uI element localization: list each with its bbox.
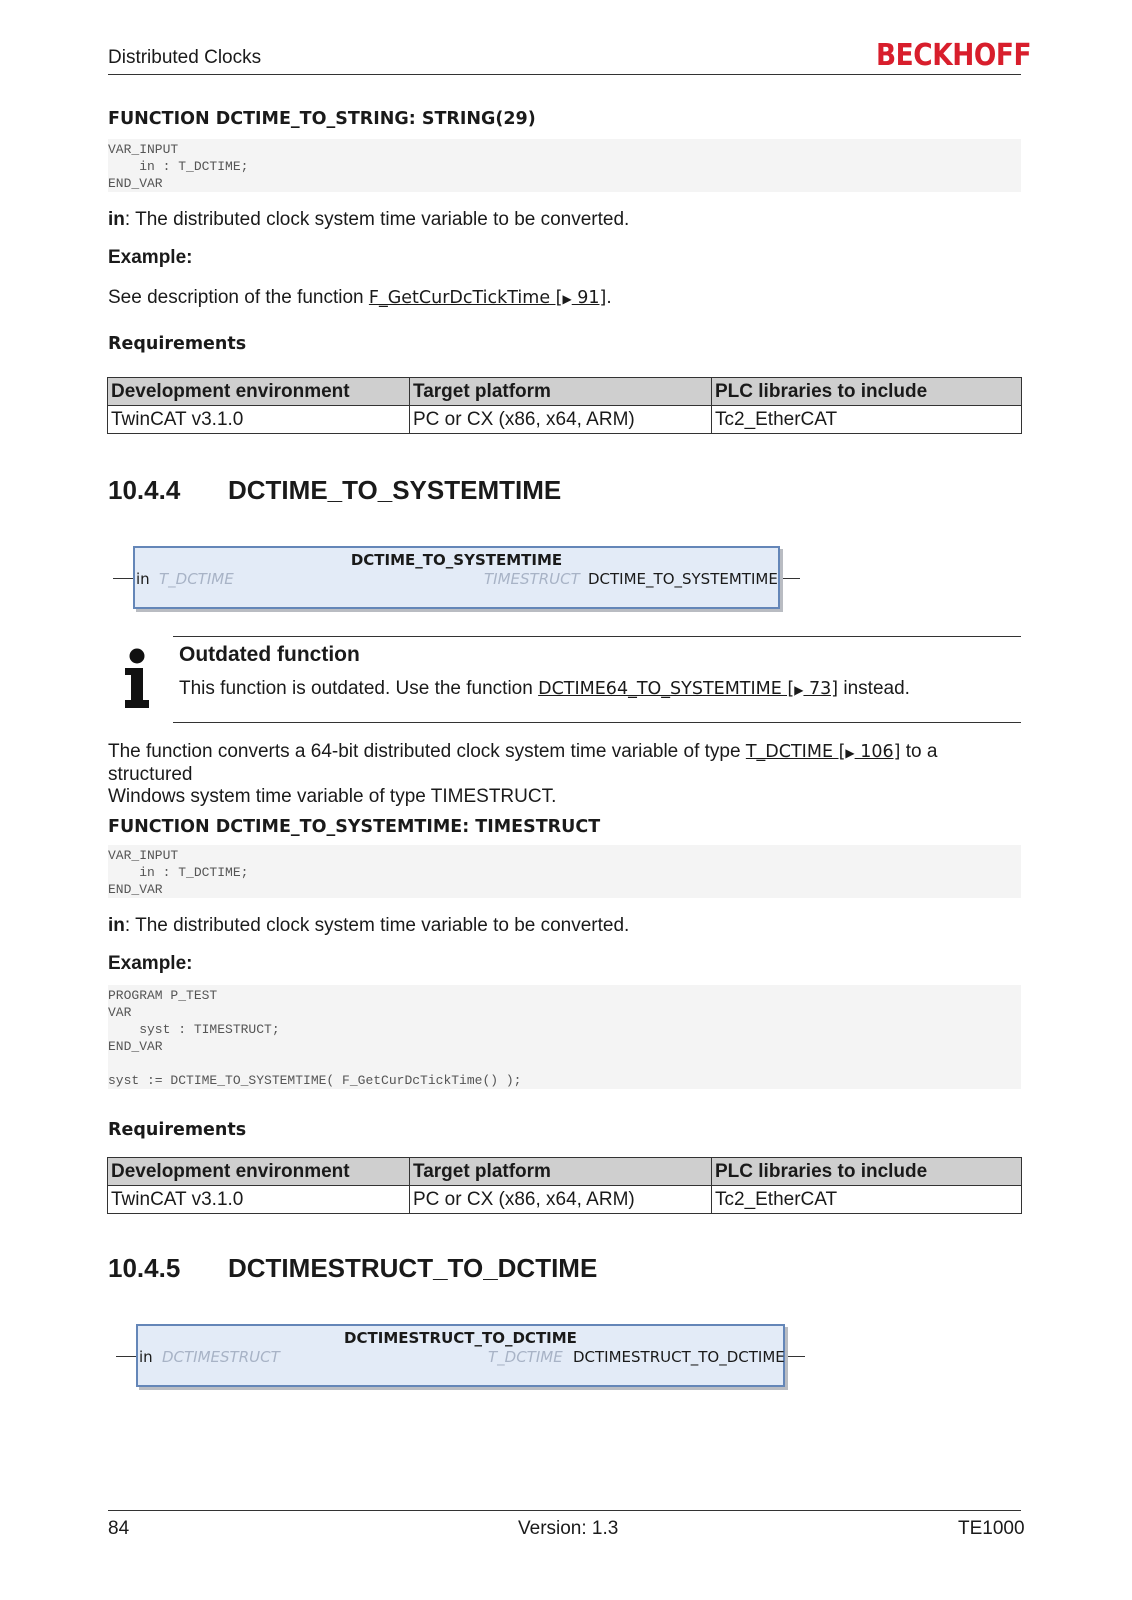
see-description [108,287,1023,310]
desc-prefix: The function converts a 64-bit distributed clock system time variable of type [108,741,746,762]
table-header-cell: Target platform [410,1158,712,1186]
table-cell: Tc2_EtherCAT [712,1186,1022,1214]
t-dctime-link-page: 106] [854,742,901,762]
table-header-cell: Target platform [410,378,712,406]
note-bottom-rule [173,722,1021,723]
see-link-page: 91] [571,288,607,308]
fb-output-name: DCTIMESTRUCT_TO_DCTIME [573,1348,785,1366]
version: Version: 1.3 [518,1518,619,1539]
desc-line2: Windows system time variable of type TIMESTRUCT. [108,786,557,807]
note-link-text: DCTIME64_TO_SYSTEMTIME [ [538,679,795,699]
see-suffix: . [606,287,612,308]
section-title: DCTIME_TO_SYSTEMTIME [228,475,562,505]
table-cell: TwinCAT v3.1.0 [108,1186,410,1214]
param-text: : The distributed clock system time variable to be converted. [124,915,630,936]
param-name: in [108,915,125,936]
requirements-heading: Requirements [108,1120,247,1140]
table-cell: PC or CX (x86, x64, ARM) [410,406,712,434]
table-row [108,406,1022,434]
see-link[interactable] [369,288,607,308]
function-heading: FUNCTION DCTIME_TO_STRING: STRING(29) [108,109,536,129]
function-block-diagram [133,546,780,609]
page-number: 84 [108,1518,130,1539]
param-description [108,209,1023,231]
info-icon [123,648,151,710]
table-cell: TwinCAT v3.1.0 [108,406,410,434]
link-arrow-icon: ▶ [562,292,572,306]
example-code-block: PROGRAM P_TEST VAR syst : TIMESTRUCT; END_VAR syst := DCTIME_TO_SYSTEMTIME( F_GetCurDcTickTime() ); [108,985,1021,1089]
fb-input-type: DCTIMESTRUCT [162,1348,280,1366]
note-text-suffix: instead. [838,678,910,699]
link-arrow-icon: ▶ [794,683,804,697]
note-link[interactable] [538,679,838,699]
table-header-cell: PLC libraries to include [712,1158,1022,1186]
param-description [108,915,1023,937]
function-block-diagram [136,1324,785,1387]
beckhoff-logo: BECKHOFF [876,38,1032,73]
t-dctime-link[interactable] [746,742,901,762]
fb-input-name: in [139,1348,153,1366]
table-cell: PC or CX (x86, x64, ARM) [410,1186,712,1214]
fb-output-name: DCTIME_TO_SYSTEMTIME [588,570,778,588]
code-block: VAR_INPUT in : T_DCTIME; END_VAR [108,845,1021,898]
param-text: : The distributed clock system time variable to be converted. [124,209,630,230]
desc-suffix: to a structured [108,741,938,785]
table-header-row [108,378,1022,406]
fb-output-type: T_DCTIME [488,1348,563,1366]
requirements-table [107,1157,1022,1214]
function-heading: FUNCTION DCTIME_TO_SYSTEMTIME: TIMESTRUCT [108,817,601,837]
fb-input-name: in [136,570,150,588]
code-block: VAR_INPUT in : T_DCTIME; END_VAR [108,139,1021,192]
function-description [108,741,1023,808]
example-label: Example: [108,953,193,974]
table-header-row [108,1158,1022,1186]
see-link-text: F_GetCurDcTickTime [ [368,288,563,308]
note-link-page: 73] [803,679,839,699]
header-title: Distributed Clocks [108,47,262,68]
example-label: Example: [108,247,193,268]
document-id: TE1000 [958,1518,1025,1539]
section-title: DCTIMESTRUCT_TO_DCTIME [228,1253,598,1283]
section-number: 10.4.4 [108,475,181,505]
table-header-cell: PLC libraries to include [712,378,1022,406]
table-header-cell: Development environment [108,1158,410,1186]
fb-input-type: T_DCTIME [159,570,234,588]
table-cell: Tc2_EtherCAT [712,406,1022,434]
fb-title: DCTIME_TO_SYSTEMTIME [350,551,563,569]
fb-title: DCTIMESTRUCT_TO_DCTIME [344,1329,577,1347]
fb-output-type: TIMESTRUCT [484,570,580,588]
fb-input-connector [113,578,135,579]
table-row [108,1186,1022,1214]
fb-input-connector [116,1356,138,1357]
footer-rule [108,1510,1021,1511]
t-dctime-link-text: T_DCTIME [ [745,742,846,762]
see-prefix: See description of the function [108,287,369,308]
header-rule [108,74,1021,75]
requirements-table [107,377,1022,434]
fb-output-connector [783,1356,805,1357]
link-arrow-icon: ▶ [845,746,855,760]
section-number: 10.4.5 [108,1253,181,1283]
note-title: Outdated function [179,643,360,666]
note-text-prefix: This function is outdated. Use the function [179,678,539,699]
note-top-rule [173,636,1021,637]
param-name: in [108,209,125,230]
table-header-cell: Development environment [108,378,410,406]
fb-output-connector [778,578,800,579]
note-text [179,678,1019,701]
requirements-heading: Requirements [108,334,247,354]
